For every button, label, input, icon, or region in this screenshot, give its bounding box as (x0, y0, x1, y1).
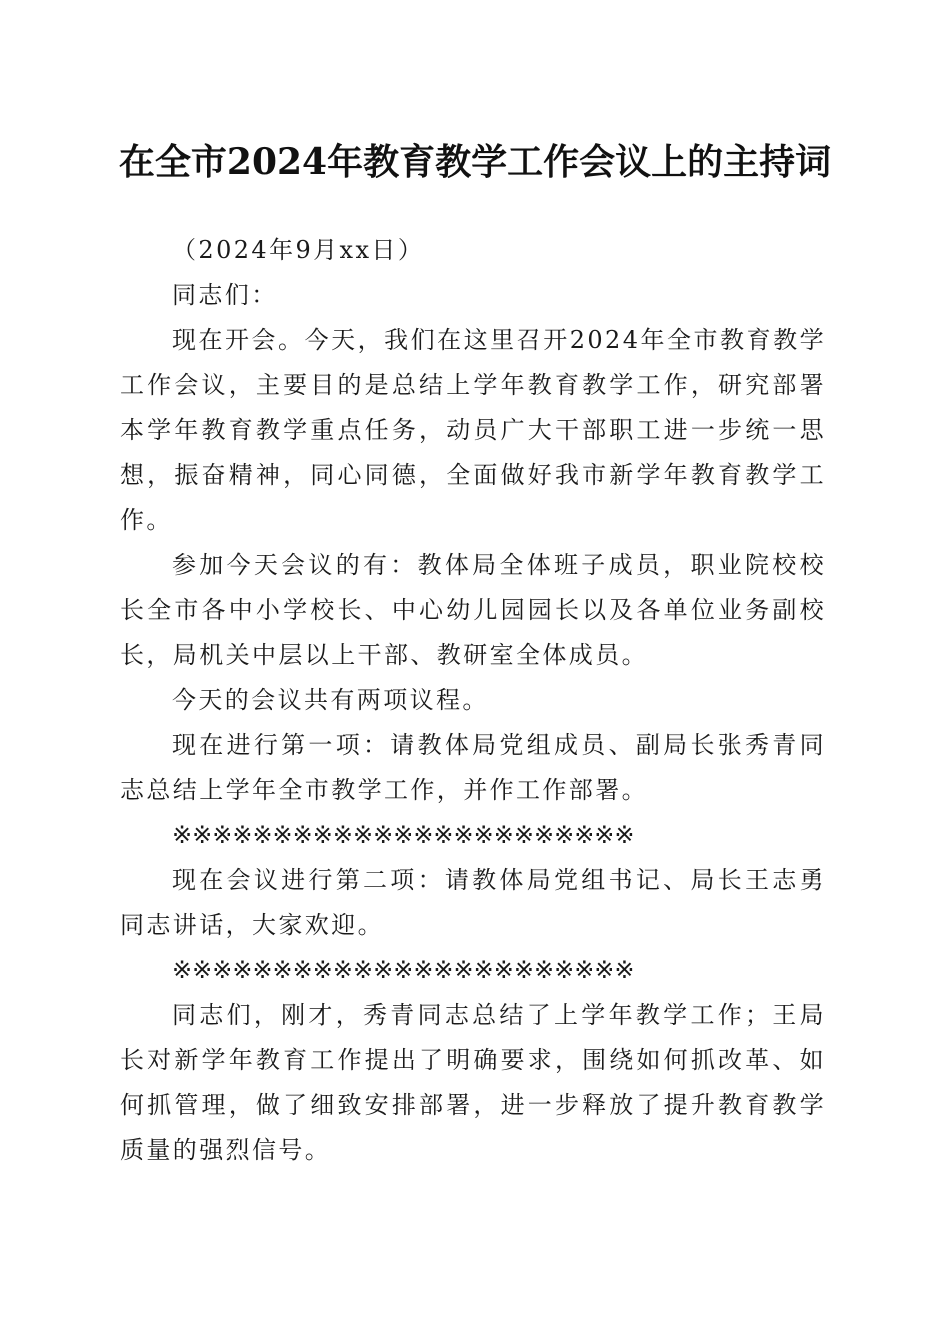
paragraph-attendees: 参加今天会议的有：教体局全体班子成员，职业院校校长全市各中小学校长、中心幼儿园园长以及各单位业务副校长，局机关中层以上干部、教研室全体成员。 (120, 551, 826, 669)
paragraph-item-one: 现在进行第一项：请教体局党组成员、副局长张秀青同志总结上学年全市教学工作，并作工作部署。 (120, 731, 826, 804)
separator-line: ※※※※※※※※※※※※※※※※※※※※※※※ (172, 956, 635, 984)
salutation: 同志们： (172, 281, 278, 309)
document-body (120, 228, 826, 1173)
paragraph-summary: 同志们，刚才，秀青同志总结了上学年教学工作；王局长对新学年教育工作提出了明确要求，围绕如何抓改革、如何抓管理，做了细致安排部署，进一步释放了提升教育教学质量的强烈信号。 (120, 1001, 826, 1164)
paragraph-opening: 现在开会。今天，我们在这里召开2024年全市教育教学工作会议，主要目的是总结上学年教育教学工作，研究部署本学年教育教学重点任务，动员广大干部职工进一步统一思想，振奋精神，同心同德，全面做好我市新学年教育教学工作。 (120, 326, 826, 534)
document-title: 在全市2024年教育教学工作会议上的主持词 (118, 141, 832, 183)
paragraph-agenda: 今天的会议共有两项议程。 (172, 686, 489, 714)
paragraph-item-two: 现在会议进行第二项：请教体局党组书记、局长王志勇同志讲话，大家欢迎。 (120, 866, 826, 939)
date-line: （2024年9月xx日） (172, 236, 425, 264)
separator-line: ※※※※※※※※※※※※※※※※※※※※※※※ (172, 821, 635, 849)
